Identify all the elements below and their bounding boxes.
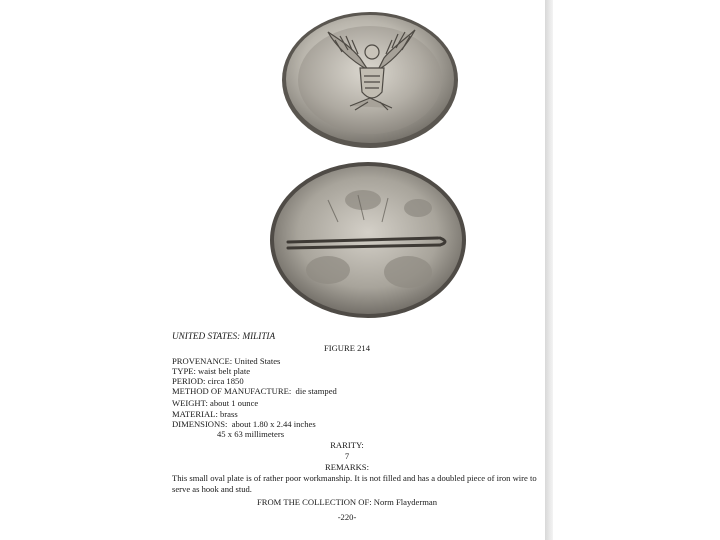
field-value: United States xyxy=(234,356,281,366)
field-key: PERIOD: xyxy=(172,376,206,386)
field-value: brass xyxy=(220,409,238,419)
field-value: about 1 ounce xyxy=(210,398,259,408)
field-dimensions xyxy=(172,419,316,429)
field-value: circa 1850 xyxy=(207,376,244,386)
plate-title: UNITED STATES: MILITIA xyxy=(172,331,276,341)
page-edge-shadow xyxy=(545,0,553,540)
dimensions-metric: 45 x 63 millimeters xyxy=(217,429,285,439)
remarks-label: REMARKS: xyxy=(325,462,369,472)
field-value: die stamped xyxy=(295,386,337,396)
field-key: WEIGHT: xyxy=(172,398,208,408)
field-key: PROVENANCE: xyxy=(172,356,233,366)
field-provenance xyxy=(172,356,280,366)
field-key: METHOD OF MANUFACTURE: xyxy=(172,386,292,396)
field-type xyxy=(172,366,250,376)
field-key: DIMENSIONS: xyxy=(172,419,228,429)
field-material xyxy=(172,409,238,419)
field-key: TYPE: xyxy=(172,366,196,376)
figure-label: FIGURE 214 xyxy=(323,343,371,353)
belt-plate-back-photo xyxy=(268,160,468,320)
page-number: -220- xyxy=(337,512,357,522)
field-weight xyxy=(172,398,258,408)
field-value: waist belt plate xyxy=(198,366,251,376)
field-value: about 1.80 x 2.44 inches xyxy=(231,419,316,429)
rarity-value: 7 xyxy=(344,451,350,461)
field-method xyxy=(172,386,337,396)
collection-line: FROM THE COLLECTION OF: Norm Flayderman xyxy=(256,497,438,507)
belt-plate-front-photo xyxy=(280,10,460,150)
remarks-text: This small oval plate is of rather poor workmanship. It is not filled and has a doubled piece of iron wire to serve as hook and stud. xyxy=(172,473,537,494)
field-key: MATERIAL: xyxy=(172,409,218,419)
field-period xyxy=(172,376,244,386)
rarity-label: RARITY: xyxy=(330,440,364,450)
